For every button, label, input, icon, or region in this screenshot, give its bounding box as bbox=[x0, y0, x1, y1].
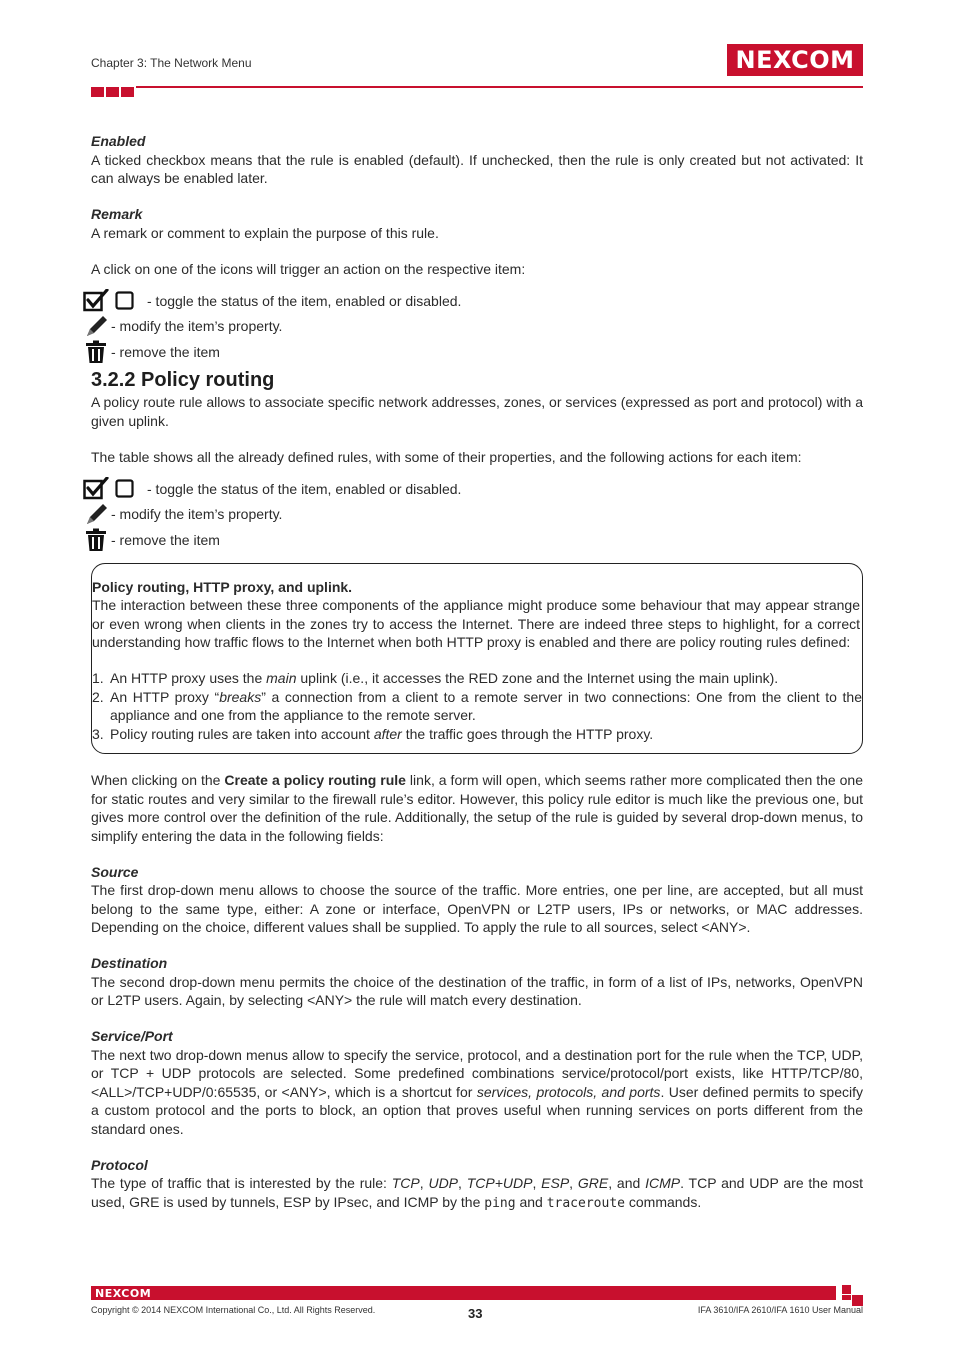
footer-nexcom-logo: NEXCOM bbox=[95, 1286, 152, 1300]
modify-action-text: - modify the item’s property. bbox=[111, 506, 283, 522]
toggle-action-row bbox=[83, 476, 855, 502]
remove-action-text: - remove the item bbox=[111, 531, 220, 548]
checked-checkbox-icon bbox=[83, 477, 109, 501]
unchecked-checkbox-icon bbox=[115, 479, 135, 499]
remove-action-row bbox=[83, 339, 855, 365]
icons-intro: A click on one of the icons will trigger an action on the respective item: bbox=[91, 260, 526, 277]
ping-command: ping bbox=[484, 1195, 516, 1211]
service-title: Service/Port bbox=[91, 1028, 173, 1044]
list-item: 2. An HTTP proxy “breaks” a connection from a client to a remote server in two connections: One from the client to the appliance and one from the appliance to the remote server. bbox=[92, 688, 862, 723]
enabled-text: A ticked checkbox means that the rule is enabled (default). If unchecked, then the rule is only created but not activated: It can always be enabled later. bbox=[91, 151, 863, 186]
enabled-title: Enabled bbox=[91, 133, 146, 149]
manual-title: IFA 3610/IFA 2610/IFA 1610 User Manual bbox=[697, 1305, 863, 1315]
note-steps-list bbox=[92, 669, 862, 743]
destination-title: Destination bbox=[91, 955, 168, 971]
pencil-icon bbox=[83, 314, 109, 338]
source-title: Source bbox=[91, 863, 139, 880]
modify-action-text: - modify the item’s property. bbox=[111, 318, 283, 334]
create-rule-text: When clicking on the Create a policy routing rule link, a form will open, which seems rather more complicated then the one for static routes and very similar to the firewall rule’s editor. However, this policy rule editor is much like the previous one, but gives more control over the definition of the rule. Additionally, the setup of the rule is guided by several drop-down menus, to simplify entering the data in the following fields: bbox=[91, 772, 863, 844]
toggle-action-text: - toggle the status of the item, enabled or disabled. bbox=[147, 292, 462, 309]
remark-text: A remark or comment to explain the purpose of this rule. bbox=[91, 224, 439, 241]
source-text: The first drop-down menu allows to choose the source of the traffic. More entries, one per line, are accepted, but all must belong to the same type, either: A zone or interface, OpenVPN or L2TP users, IPs or networks, or MAC addresses. Depending on the choice, different values shall be supplied. To apply the rule to all sources, select <ANY>. bbox=[91, 882, 863, 935]
copyright: Copyright © 2014 NEXCOM International Co., Ltd. All Rights Reserved. bbox=[91, 1305, 376, 1315]
pencil-icon bbox=[83, 502, 109, 526]
toggle-action-row bbox=[83, 288, 855, 314]
header-red-blocks bbox=[91, 84, 136, 102]
header-divider bbox=[136, 86, 863, 88]
note-box bbox=[91, 563, 863, 755]
note-text: The interaction between these three components of the appliance might produce some behaviour that may appear strange or even wrong when clients in the zones try to access the Internet. There are indeed three steps to highlight, for a correct understanding how traffic flows to the Internet when both HTTP proxy is enabled and there are policy routing rules defined: bbox=[92, 597, 860, 650]
list-item: 1. An HTTP proxy uses the main uplink (i.e., it accesses the RED zone and the Internet using the main uplink). bbox=[92, 670, 779, 686]
protocol-title: Protocol bbox=[91, 1156, 148, 1173]
section-intro: A policy route rule allows to associate specific network addresses, zones, or services (expressed as port and protocol) with a given uplink. bbox=[91, 394, 863, 429]
traceroute-command: traceroute bbox=[546, 1195, 625, 1211]
remove-action-text: - remove the item bbox=[111, 343, 220, 360]
note-title: Policy routing, HTTP proxy, and uplink. bbox=[92, 578, 353, 595]
chapter-header: Chapter 3: The Network Menu bbox=[91, 56, 252, 70]
remove-action-row bbox=[83, 527, 855, 553]
footer-bar bbox=[91, 1286, 836, 1300]
modify-action-row bbox=[83, 502, 855, 528]
nexcom-logo: NEXCOM bbox=[727, 44, 863, 76]
remark-title: Remark bbox=[91, 206, 143, 222]
create-policy-rule-link: Create a policy routing rule bbox=[224, 772, 406, 788]
service-text: The next two drop-down menus allow to specify the service, protocol, and a destination port for the rule when the TCP, UDP, or TCP + UDP protocols are selected. Some predefined combinations service/protocol/port exists, like HTTP/TCP/80, <ALL>/TCP+UDP/0:65535, or <ANY>, which is a shortcut for services, protocols, and ports. User defined permits to specify a custom protocol and the ports to block, an option that proves useful when running services on ports different from the standard ones. bbox=[91, 1046, 863, 1137]
checked-checkbox-icon bbox=[83, 289, 109, 313]
section-title: 3.2.2 Policy routing bbox=[91, 368, 275, 391]
modify-action-row bbox=[83, 314, 855, 340]
unchecked-checkbox-icon bbox=[115, 291, 135, 311]
section-table-text: The table shows all the already defined rules, with some of their properties, and the following actions for each item: bbox=[91, 448, 802, 465]
list-item: 3. Policy routing rules are taken into account after the traffic goes through the HTTP proxy. bbox=[92, 725, 654, 742]
protocol-text: The type of traffic that is interested by the rule: TCP, UDP, TCP+UDP, ESP, GRE, and ICMP. TCP and UDP are the most used, GRE is used by tunnels, ESP by IPsec, and ICMP by the ping and traceroute commands. bbox=[91, 1175, 864, 1211]
page-number: 33 bbox=[468, 1306, 483, 1321]
trash-icon bbox=[83, 528, 109, 552]
page-content bbox=[91, 132, 863, 1213]
trash-icon bbox=[83, 340, 109, 364]
toggle-action-text: - toggle the status of the item, enabled or disabled. bbox=[147, 480, 462, 497]
destination-text: The second drop-down menu permits the choice of the destination of the traffic, in form of a list of IPs, networks, OpenVPN or L2TP users. Again, by selecting <ANY> the rule will match every destination. bbox=[91, 973, 863, 1008]
